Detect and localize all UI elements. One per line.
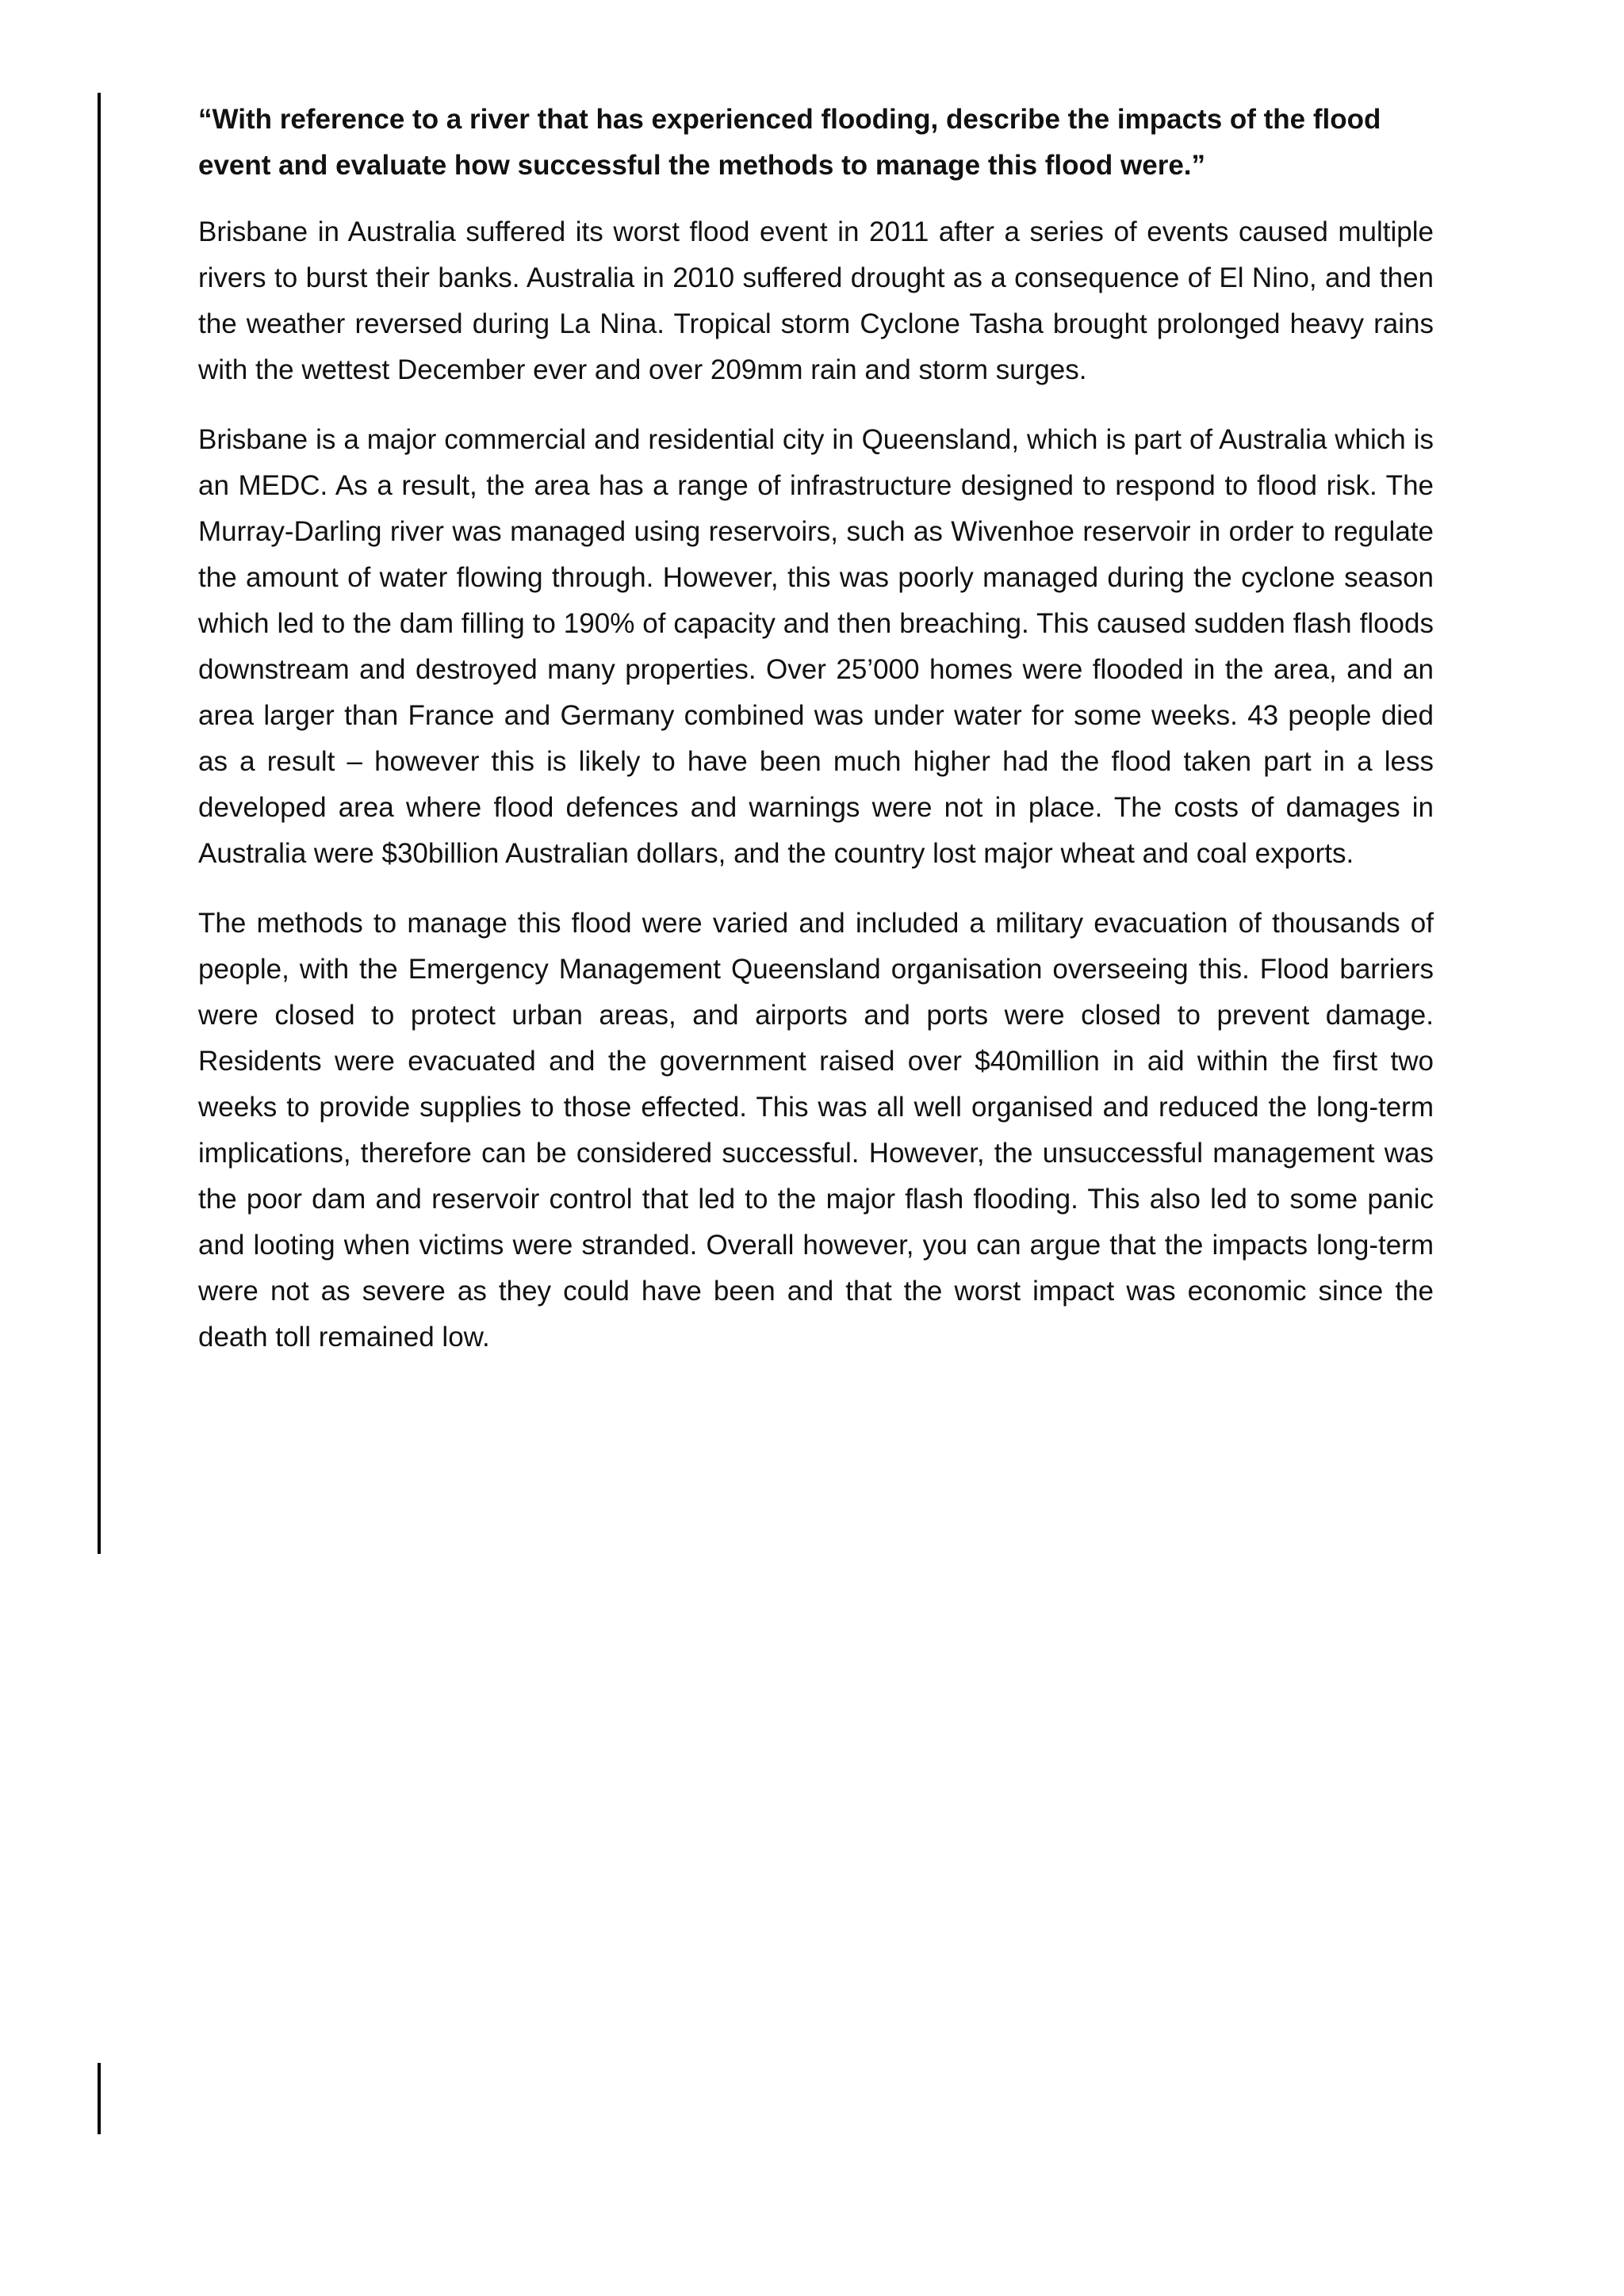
margin-line-bottom — [98, 2063, 101, 2134]
margin-line-top — [98, 93, 101, 1554]
document-body — [198, 97, 1434, 1384]
essay-question: “With reference to a river that has experienced flooding, describe the impacts of the flood event and evaluate how successful the methods to manage this flood were.” — [198, 104, 1381, 181]
paragraph-management: The methods to manage this flood were varied and included a military evacuation of thousands of people, with the Emergency Management Queensland organisation overseeing this. Flood barriers were closed to protect urban areas, and airports and ports were closed to prevent damage. Residents were evacuated and the government raised over $40million in aid within the first two weeks to provide supplies to those effected. This was all well organised and reduced the long-term implications, therefore can be considered successful. However, the unsuccessful management was the poor dam and reservoir control that led to the major flash flooding. This also led to some panic and looting when victims were stranded. Overall however, you can argue that the impacts long-term were not as severe as they could have been and that the worst impact was economic since the death toll remained low. — [198, 908, 1434, 1353]
paragraph-impacts: Brisbane is a major commercial and residential city in Queensland, which is part of Australia which is an MEDC. As a result, the area has a range of infrastructure designed to respond to flood risk. The Murray-Darling river was managed using reservoirs, such as Wivenhoe reservoir in order to regulate the amount of water flowing through. However, this was poorly managed during the cyclone season which led to the dam filling to 190% of capacity and then breaching. This caused sudden flash floods downstream and destroyed many properties. Over 25’000 homes were flooded in the area, and an area larger than France and Germany combined was under water for some weeks. 43 people died as a result – however this is likely to have been much higher had the flood taken part in a less developed area where flood defences and warnings were not in place. The costs of damages in Australia were $30billion Australian dollars, and the country lost major wheat and coal exports. — [198, 424, 1434, 869]
paragraph-causes: Brisbane in Australia suffered its worst flood event in 2011 after a series of events caused multiple rivers to burst their banks. Australia in 2010 suffered drought as a consequence of El Nino, and then the weather reversed during La Nina. Tropical storm Cyclone Tasha brought prolonged heavy rains with the wettest December ever and over 209mm rain and storm surges. — [198, 216, 1434, 385]
